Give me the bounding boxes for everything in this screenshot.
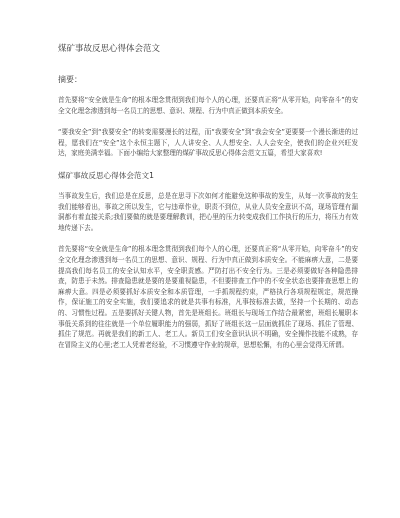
paragraph-1: 首先要将“安全就是生命”的根本理念贯彻到我们每个人的心理，还要真正将“从零开始，向零奋斗”的安全文化理念渗透到每一名员工的思想、意识、规程、行为中真正做到本质安全。 bbox=[58, 96, 358, 115]
section-title-1: 煤矿事故反思心得体会范文1 bbox=[58, 170, 154, 180]
document-page bbox=[58, 44, 358, 361]
paragraph-4: 首先要将“安全就是生命”的根本理念贯彻到我们每个人的心理，还要真正将“从零开始，向零奋斗”的安全文化理念渗透到每一名员工的思想、意识、规程、行为中真正做到本质安全。不能麻痹大意，二是要提高我们每名员工的安全认知水平，安全职责感。严防打出不安全行为。三是必须要做好各种隐患排查，防患于未然。排查隐患就是要的是要重视隐患，不但要排查工作中的不安全状态也要排查思想上的麻痹大意。四是必须要抓好本质安全和本质管理，一手抓规程约束，严格执行各项规程规定，规范操作，保证施工的安全实施，我们要追求的就是共事有标准，凡事按标准去做，坚持一个长期的、动态的、习惯性过程。五是要抓好关键人物，首先是班组长。班组长与现场工作结合最紧密，班组长履职本事低关系到的往往就是一个单位履职能力的强弱，抓好了班组长这一层面就抓住了现场、抓住了管理、抓住了规范。再就是我们的新工人、老工人。新员工们安全意识认识不明确，安全操作技能不成熟，存在冒险主义的心里;老工人凭着老经验，不习惯遵守作业的规章，思想松懈，有的心里会觉得无所谓。 bbox=[58, 245, 358, 349]
document-title: 煤矿事故反思心得体会范文 bbox=[58, 44, 161, 54]
abstract-label: 摘要： bbox=[58, 75, 82, 84]
paragraph-3: 当事故发生后，我们总是在反思，总是在思寻下次如何才能避免这种事故的发生，从每一次事故的发生我们能够看出，事故之所以发生，它与违章作业，职责不到位，从业人员安全意识不高，现场管理有漏洞都有着直接关系;我们要做的就是要理解教训，把心里的压力转变成我们工作执行的压力，将压力有效地传递下去。 bbox=[58, 191, 358, 232]
paragraph-2: “要我安全”到“我要安全”的转变需要漫长的过程，而“我要安全”到“我会安全”更要要一个漫长渐进的过程，愿我们在“安全”这个永恒主题下，人人讲安全、人人想安全、人人会安全，使我们的企业兴旺发达，家庭美满幸福。下面小编给大家整理的煤矿事故反思心得体会范文五篇，希望大家喜欢! bbox=[58, 128, 358, 158]
